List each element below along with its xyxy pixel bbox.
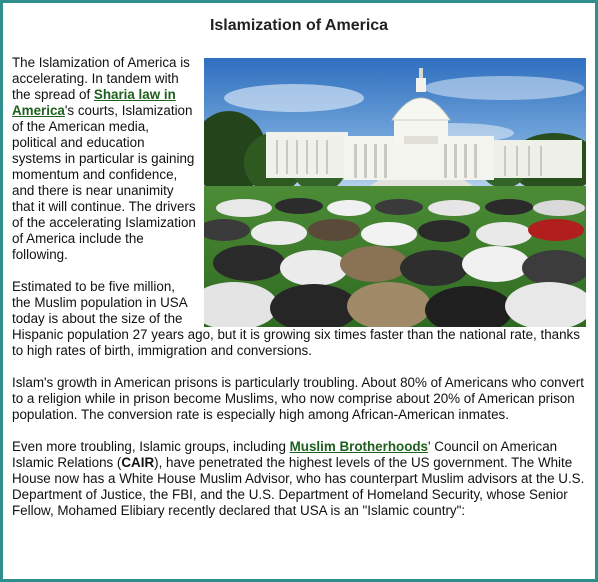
page-title: Islamization of America — [209, 17, 389, 34]
paragraph-government: Even more troubling, Islamic groups, including Muslim Brotherhoods' Council on American Islamic Relations (CAIR), have penetrated the highest levels of the US government. The White House now has a White House Muslim Advisor, who has counterpart Muslim advisors at the U.S. Department of Justice, the FBI, and the U.S. Department of Homeland Security, whose Senior Fellow, Mohamed Elibiary recently declared that USA is an "Islamic country": — [12, 439, 585, 518]
muslim-brotherhoods-link[interactable]: Muslim Brotherhoods — [289, 439, 428, 454]
cair-label: CAIR — [121, 455, 155, 470]
sharia-law-link[interactable]: Sharia law in America — [12, 87, 176, 118]
paragraph-population: Estimated to be five million, the Muslim population in USA today is about the size of the Hispanic population 27 years ago, but it is growing six times faster than the national rate, thanks to high rates of birth, immigration and conversions. — [12, 279, 580, 358]
paragraph-intro: The Islamization of America is accelerating. In tandem with the spread of Sharia law in America's courts, Islamization of the American media, political and education systems in particular is gaining momentum and confidence, and there is near unanimity that it will continue. The drivers of the accelerating Islamization of America include the following. — [12, 55, 196, 262]
paragraph-prisons: Islam's growth in American prisons is particularly troubling. About 80% of Americans who convert to a religion while in prison become Muslims, who now comprise about 20% of American prison population. The conversion rate is especially high among African-American inmates. — [12, 375, 584, 422]
capitol-photo-icon — [204, 58, 586, 327]
capitol-prayer-photo — [204, 58, 586, 327]
article-body — [12, 55, 586, 535]
